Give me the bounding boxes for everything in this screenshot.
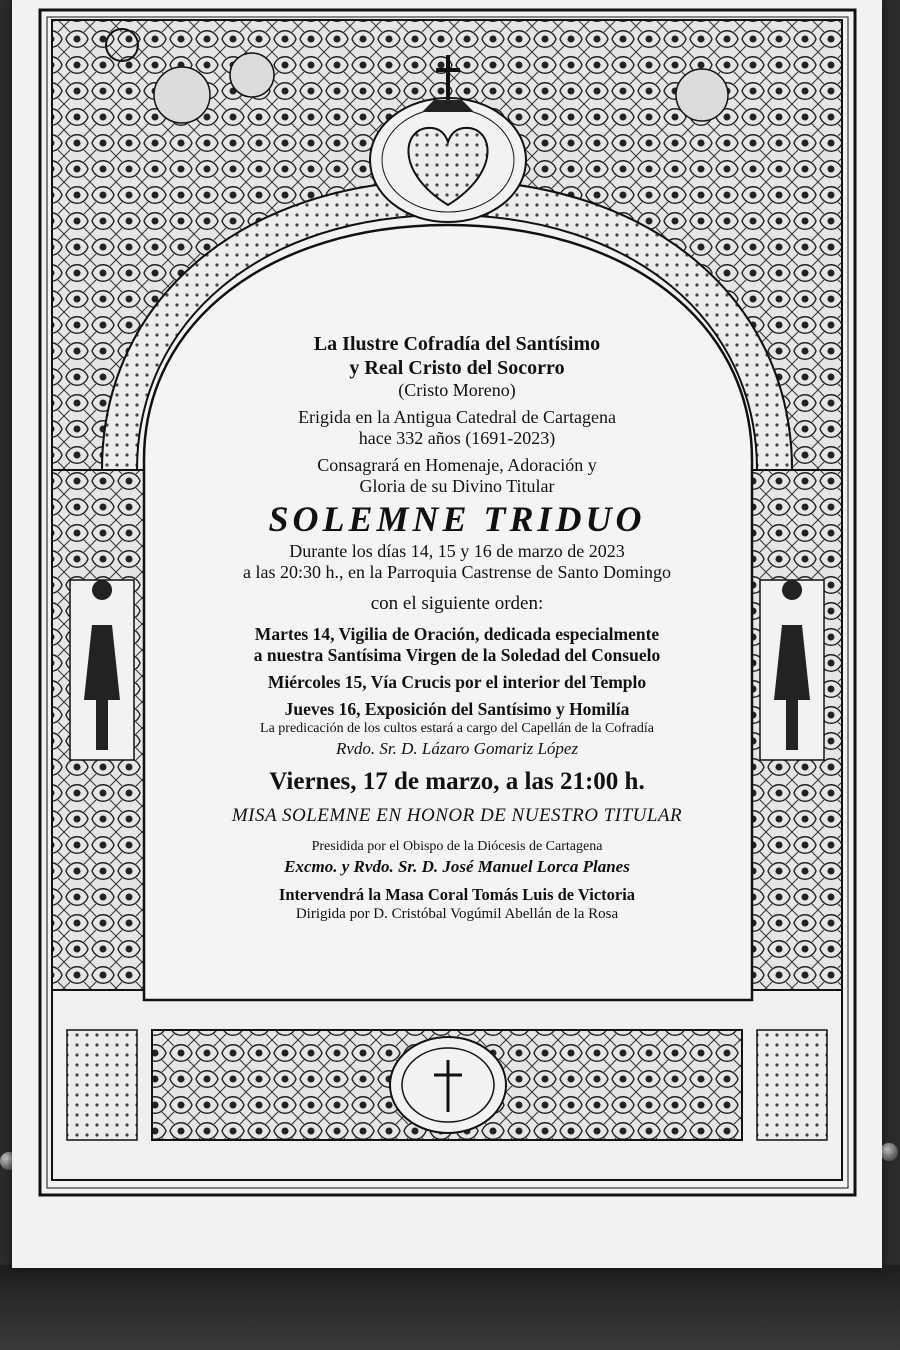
poster-sheet: [12, 0, 882, 1268]
preaching-note: La predicación de los cultos estará a cargo del Capellán de la Cofradía: [260, 721, 654, 736]
brotherhood-name-line1: La Ilustre Cofradía del Santísimo: [313, 333, 601, 355]
dates-line1: Durante los días 14, 15 y 16 de marzo de 2023: [289, 541, 625, 561]
order-item-thursday: Jueves 16, Exposición del Santísimo y Homilía: [284, 699, 630, 719]
consecration-line2: Gloria de su Divino Titular: [359, 476, 555, 496]
founded-line1: Erigida en la Antigua Catedral de Cartagena: [298, 407, 616, 427]
friday-mass-date: Viernes, 17 de marzo, a las 21:00 h.: [269, 768, 645, 795]
poster-title: SOLEMNE TRIDUO: [268, 499, 646, 539]
order-item-tuesday-line1: Martes 14, Vigilia de Oración, dedicada especialmente: [254, 624, 660, 644]
founded-line2: hace 332 años (1691-2023): [358, 428, 556, 448]
order-item-wednesday: Miércoles 15, Vía Crucis por el interior del Templo: [267, 672, 647, 692]
order-item-tuesday-line2: a nuestra Santísima Virgen de la Soledad del Consuelo: [253, 645, 661, 665]
brotherhood-nickname: (Cristo Moreno): [398, 380, 516, 400]
brotherhood-name-line2: y Real Cristo del Socorro: [349, 357, 565, 379]
bishop-name: Excmo. y Rvdo. Sr. D. José Manuel Lorca Planes: [284, 857, 630, 876]
presided-note: Presidida por el Obispo de la Diócesis de Cartagena: [311, 839, 603, 854]
preacher-name: Rvdo. Sr. D. Lázaro Gomariz López: [335, 739, 579, 758]
choir-note: Intervendrá la Masa Coral Tomás Luis de Victoria: [278, 885, 636, 904]
dates-line2: a las 20:30 h., en la Parroquia Castrense de Santo Domingo: [243, 562, 671, 582]
consecration-line1: Consagrará en Homenaje, Adoración y: [317, 455, 597, 475]
wall-background: [0, 1265, 900, 1350]
solemn-mass-heading: MISA SOLEMNE EN HONOR DE NUESTRO TITULAR: [231, 805, 683, 826]
order-intro: con el siguiente orden:: [370, 593, 544, 614]
poster-text-panel: [157, 332, 757, 923]
pin-bottom-right: [880, 1143, 898, 1161]
choir-director: Dirigida por D. Cristóbal Vogúmil Abellán de la Rosa: [295, 906, 619, 922]
